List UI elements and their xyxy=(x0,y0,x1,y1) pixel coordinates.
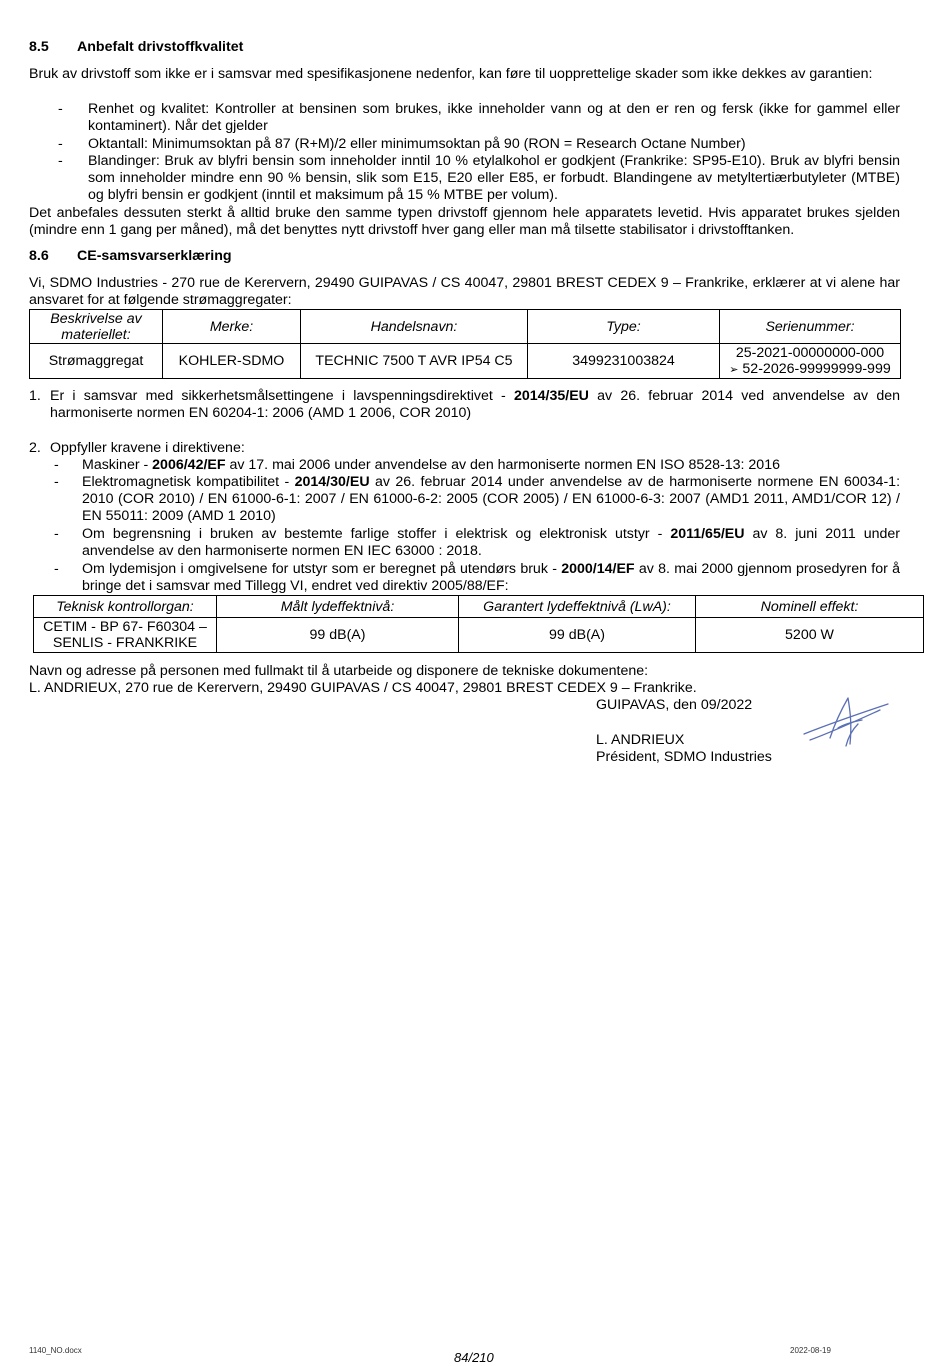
header-cell: Serienummer: xyxy=(720,310,901,344)
directive-rohs xyxy=(54,526,900,560)
header-cell: Handelsnavn: xyxy=(301,310,528,344)
directive-ref: 2006/42/EF xyxy=(152,457,226,473)
header-cell: Garantert lydeffektnivå (LwA): xyxy=(459,596,696,618)
bullet-dash: - xyxy=(58,136,63,152)
bullet-text xyxy=(82,457,900,474)
serial-end-line xyxy=(724,361,896,378)
fuel-intro: Bruk av drivstoff som ikke er i samsvar med spesifikasjonene nedenfor, kan føre til uopprettelige skader som ikke dekkes av garantien: xyxy=(29,66,873,82)
table-header-row xyxy=(30,310,901,344)
section-8-5-heading xyxy=(29,39,243,56)
directive-machinery xyxy=(54,457,900,474)
signer-title: Président, SDMO Industries xyxy=(596,749,772,765)
table-row xyxy=(34,618,924,653)
rated-power-cell: 5200 W xyxy=(696,618,924,653)
bullet-dash: - xyxy=(54,457,59,473)
generator-table xyxy=(29,309,901,379)
place-date: GUIPAVAS, den 09/2022 xyxy=(596,697,753,713)
section-8-6-heading xyxy=(29,248,232,265)
fuel-bullet-octane xyxy=(58,136,900,153)
arrow-bullet-icon: ➢ xyxy=(729,362,739,376)
footer-date: 2022-08-19 xyxy=(790,1346,831,1355)
directive-noise xyxy=(54,561,900,595)
bullet-dash: - xyxy=(54,561,59,577)
directive-ref: 2014/35/EU xyxy=(513,388,589,404)
header-cell: Beskrivelse av materiellet: xyxy=(30,310,163,344)
directive-ref: 2014/30/EU xyxy=(294,474,370,490)
text-pre: Maskiner - xyxy=(82,457,153,473)
text-post: av 8. mai 2000 gjennom prosedyren for å bringe det i samsvar med Tillegg VI, endret ved direktiv 2005/88/EF: xyxy=(82,561,901,594)
authorized-person-label: Navn og adresse på personen med fullmakt til å utarbeide og disponere de tekniske dokumentene: xyxy=(29,663,649,679)
bullet-dash: - xyxy=(58,101,63,117)
section-number: 8.5 xyxy=(29,39,49,55)
type-cell: 3499231003824 xyxy=(528,344,720,379)
bullet-dash: - xyxy=(54,474,59,490)
declaration-intro: Vi, SDMO Industries - 270 rue de Kerervern, 29490 GUIPAVAS / CS 40047, 29801 BREST CEDEX 9 – Frankrike, erklærer at vi alene har ansvaret for at følgende strømaggregater: xyxy=(29,275,900,308)
bullet-text: Blandinger: Bruk av blyfri bensin som inneholder inntil 10 % etylalkohol er godkjent (Frankrike: SP95-E10). Bruk av blyfri bensin som inneholder mindre enn 90 % bensin, slik som E15, E20 eller E85, er forbudt. Blandingene av metyltertiærbutyleter (MTBE) og blyfri bensin er godkjent (inntil et maksimum på 15 % MTBE per volum). xyxy=(88,153,900,203)
section-title: CE-samsvarserklæring xyxy=(77,248,232,264)
bullet-text xyxy=(82,561,900,595)
declaration-item-2 xyxy=(29,440,900,457)
fuel-bullet-blends xyxy=(58,153,900,204)
item-number: 1. xyxy=(29,388,41,404)
declaration-item-1 xyxy=(29,388,900,422)
bullet-dash: - xyxy=(58,153,63,169)
header-cell: Målt lydeffektnivå: xyxy=(217,596,459,618)
section-number: 8.6 xyxy=(29,248,49,264)
text-pre: Om begrensning i bruken av bestemte farlige stoffer i elektrisk og elektronisk utstyr - xyxy=(82,526,671,542)
header-cell: Type: xyxy=(528,310,720,344)
table-header-row xyxy=(34,596,924,618)
bullet-text xyxy=(82,526,900,560)
header-cell: Merke: xyxy=(163,310,301,344)
item-text: Oppfyller kravene i direktivene: xyxy=(50,440,245,456)
noise-table xyxy=(33,595,924,653)
item-text-pre: Er i samsvar med sikkerhetsmålsettingene i lavspenningsdirektivet - xyxy=(50,388,514,404)
text-post: av 26. februar 2014 under anvendelse av de harmoniserte normene EN 60034-1: 2010 (COR 2010) / EN 61000-6-1: 2007 / EN 61000-6-2: 2005 (COR 2005) / EN 61000-6-3: 2007 (AMD1 2011, AMD1/COR 12) / EN 55011: 2009 (AMD 1 2010) xyxy=(82,474,901,524)
directive-ref: 2011/65/EU xyxy=(670,526,745,542)
bullet-dash: - xyxy=(54,526,59,542)
bullet-text: Renhet og kvalitet: Kontroller at bensinen som brukes, ikke inneholder vann og at den er ren og fersk (ikke for gammel eller kontaminert). Når det gjelder xyxy=(88,101,900,134)
authorized-person-address: L. ANDRIEUX, 270 rue de Kerervern, 29490 GUIPAVAS / CS 40047, 29801 BREST CEDEX 9 – Frankrike. xyxy=(29,680,697,696)
page-number: 84/210 xyxy=(454,1350,494,1365)
directive-emc xyxy=(54,474,900,525)
footer-filename: 1140_NO.docx xyxy=(29,1346,82,1355)
text-pre: Om lydemisjon i omgivelsene for utstyr som er beregnet på utendørs bruk - xyxy=(82,561,562,577)
signature xyxy=(800,690,895,752)
directive-ref: 2000/14/EF xyxy=(561,561,635,577)
brand-cell: KOHLER-SDMO xyxy=(163,344,301,379)
control-body-cell: CETIM - BP 67- F60304 – SENLIS - FRANKRIKE xyxy=(34,618,217,653)
serial-end: 52-2026-99999999-999 xyxy=(742,360,891,377)
measured-level-cell: 99 dB(A) xyxy=(217,618,459,653)
description-cell: Strømaggregat xyxy=(30,344,163,379)
item-text-post: av 26. februar 2014 ved anvendelse av den harmoniserte normen EN 60204-1: 2006 (AMD 1 2006, COR 2010) xyxy=(50,388,900,421)
trade-name-cell: TECHNIC 7500 T AVR IP54 C5 xyxy=(301,344,528,379)
serial-cell xyxy=(720,344,901,379)
header-cell: Nominell effekt: xyxy=(696,596,924,618)
fuel-recommendation: Det anbefales dessuten sterkt å alltid bruke den samme typen drivstoff gjennom hele apparatets levetid. Hvis apparatet brukes sjelden (mindre enn 1 gang per måned), må det benyttes nytt drivstoff hver gang eller man må tilsette stabilisator i drivstofftanken. xyxy=(29,205,900,238)
table-row xyxy=(30,344,901,379)
serial-start: 25-2021-00000000-000 xyxy=(735,344,885,361)
bullet-text xyxy=(82,474,900,525)
text-post: av 8. juni 2011 under anvendelse av den harmoniserte normen EN IEC 63000 : 2018. xyxy=(82,526,900,559)
text-pre: Elektromagnetisk kompatibilitet - xyxy=(82,474,295,490)
guaranteed-level-cell: 99 dB(A) xyxy=(459,618,696,653)
fuel-bullet-purity xyxy=(58,101,900,135)
item-text xyxy=(50,388,900,422)
signer-name: L. ANDRIEUX xyxy=(596,732,685,748)
section-title: Anbefalt drivstoffkvalitet xyxy=(77,39,244,55)
bullet-text: Oktantall: Minimumsoktan på 87 (R+M)/2 eller minimumsoktan på 90 (RON = Research Octane Number) xyxy=(88,136,746,152)
header-cell: Teknisk kontrollorgan: xyxy=(34,596,217,618)
item-number: 2. xyxy=(29,440,41,456)
text-post: av 17. mai 2006 under anvendelse av den harmoniserte normen EN ISO 8528-13: 2016 xyxy=(225,457,780,473)
